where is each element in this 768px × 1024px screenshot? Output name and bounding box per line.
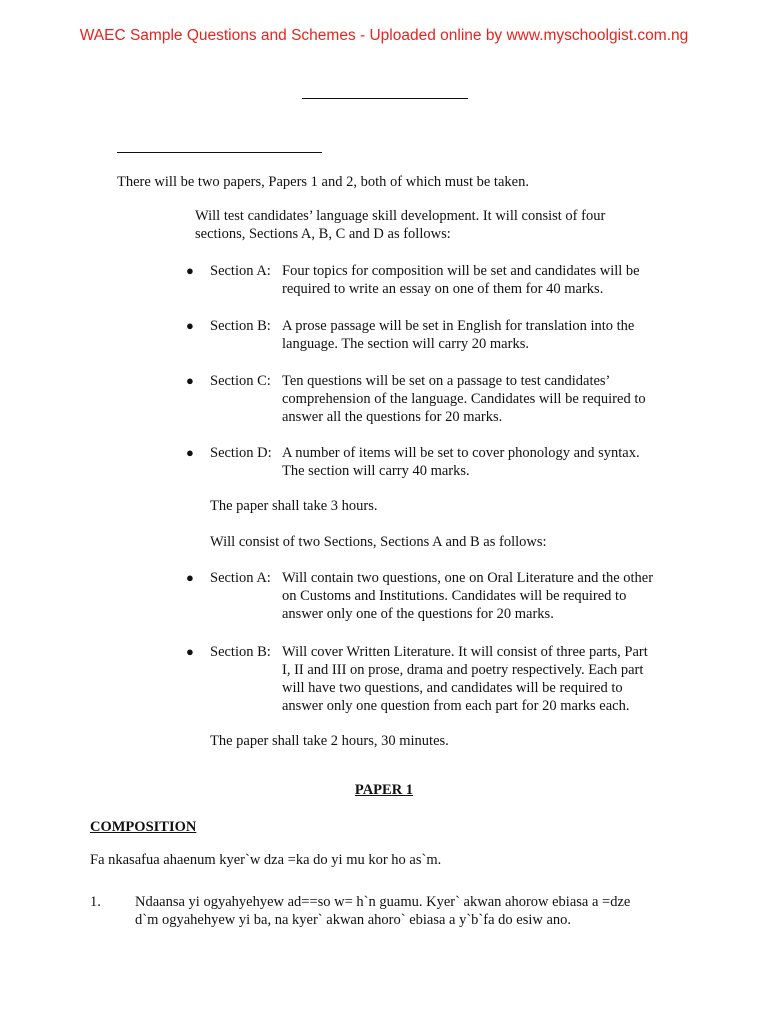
section-text-line: A number of items will be set to cover phonology and syntax. (282, 445, 640, 461)
question-text-line: Ndaansa yi ogyahyehyew ad==so w= h`n guamu. Kyer` akwan ahorow ebiasa a =dze (135, 894, 631, 910)
section-text-line: Will contain two questions, one on Oral Literature and the other (282, 570, 654, 586)
section-label: Section D: (210, 445, 272, 461)
section-text (282, 317, 634, 353)
composition-instruction: Fa nkasafua ahaenum kyer`w dza =ka do yi mu kor ho as`m. (90, 852, 442, 868)
section-label: Section A: (210, 263, 271, 279)
section-text-line: The section will carry 40 marks. (282, 463, 470, 479)
papers-line: There will be two papers, Papers 1 and 2, both of which must be taken. (117, 174, 529, 190)
paper1-description-line-2: sections, Sections A, B, C and D as follows: (195, 226, 451, 242)
paper1-heading: PAPER 1 (354, 782, 414, 798)
bullet-icon: ● (186, 263, 194, 278)
section-text (282, 262, 640, 298)
section-text-line: answer all the questions for 20 marks. (282, 409, 503, 425)
section-text-line: I, II and III on prose, drama and poetry respectively. Each part (282, 662, 644, 678)
question-text-line: d`m ogyahehyew yi ba, na kyer` akwan ahoro` ebiasa a y`b`fa do esiw ano. (135, 912, 572, 928)
paper1-description-line-1: Will test candidates’ language skill development. It will consist of four (195, 208, 606, 224)
title-underline (302, 98, 468, 99)
question-text (135, 893, 630, 929)
section-label: Section B: (210, 644, 271, 660)
section-text-line: required to write an essay on one of them for 40 marks. (282, 281, 604, 297)
section-label: Section B: (210, 318, 271, 334)
paper2-duration: The paper shall take 2 hours, 30 minutes. (210, 733, 449, 749)
section-text-line: A prose passage will be set in English for translation into the (282, 318, 635, 334)
section-label: Section A: (210, 570, 271, 586)
paper1-duration: The paper shall take 3 hours. (210, 498, 378, 514)
section-text-line: comprehension of the language. Candidates will be required to (282, 391, 646, 407)
section-text-line: will have two questions, and candidates will be required to (282, 680, 623, 696)
section-text-line: Will cover Written Literature. It will consist of three parts, Part (282, 644, 648, 660)
question-number: 1. (90, 894, 101, 910)
section-text-line: on Customs and Institutions. Candidates will be required to (282, 588, 627, 604)
paper2-intro: Will consist of two Sections, Sections A and B as follows: (210, 534, 547, 550)
bullet-icon: ● (186, 644, 194, 659)
section-text-line: language. The section will carry 20 marks. (282, 336, 529, 352)
section-text-line: Four topics for composition will be set and candidates will be (282, 263, 640, 279)
section-label: Section C: (210, 373, 271, 389)
bullet-icon: ● (186, 445, 194, 460)
bullet-icon: ● (186, 570, 194, 585)
source-banner: WAEC Sample Questions and Schemes - Uploaded online by www.myschoolgist.com.ng (79, 27, 689, 44)
section-text-line: Ten questions will be set on a passage to test candidates’ (282, 373, 611, 389)
bullet-icon: ● (186, 373, 194, 388)
section-text (282, 372, 646, 426)
section-text (282, 643, 648, 715)
section-text (282, 444, 640, 480)
section-text (282, 569, 653, 623)
bullet-icon: ● (186, 318, 194, 333)
composition-heading: COMPOSITION (90, 819, 197, 835)
subtitle-underline (117, 152, 322, 153)
section-text-line: answer only one of the questions for 20 marks. (282, 606, 554, 622)
section-text-line: answer only one question from each part for 20 marks each. (282, 698, 630, 714)
